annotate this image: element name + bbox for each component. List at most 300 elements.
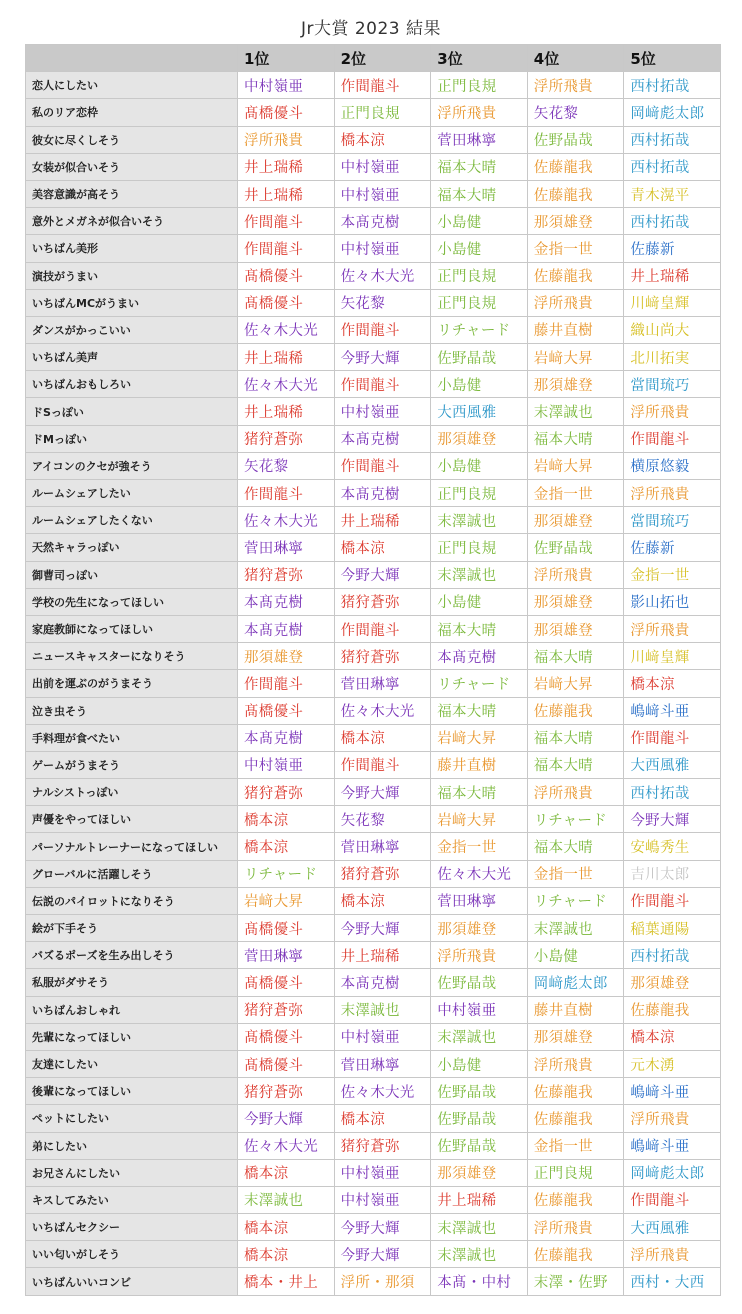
rank-5-cell: 浮所飛貴 [624, 398, 721, 425]
table-row [26, 1159, 721, 1186]
rank-2-cell: 本髙克樹 [334, 480, 431, 507]
rank-5-cell: 作間龍斗 [624, 887, 721, 914]
rank-4-cell: 佐藤龍我 [527, 1078, 624, 1105]
rank-4-cell: 金指一世 [527, 235, 624, 262]
rank-1-cell: 井上瑞稀 [238, 344, 335, 371]
table-row [26, 1023, 721, 1050]
rank-3-cell: 末澤誠也 [431, 1023, 528, 1050]
results-table [25, 44, 721, 1296]
category-cell: お兄さんにしたい [26, 1159, 238, 1186]
rank-3-cell: 那須雄登 [431, 425, 528, 452]
rank-5-cell: 嶋﨑斗亜 [624, 1132, 721, 1159]
rank-5-cell: 當間琉巧 [624, 507, 721, 534]
rank-1-cell: 髙橋優斗 [238, 262, 335, 289]
table-header [26, 45, 721, 72]
rank-5-cell: 作間龍斗 [624, 425, 721, 452]
rank-3-cell: 小島健 [431, 1050, 528, 1077]
category-cell: ニュースキャスターになりそう [26, 643, 238, 670]
rank-2-cell: 橋本涼 [334, 126, 431, 153]
rank-5-cell: 當間琉巧 [624, 371, 721, 398]
rank-4-cell: 佐藤龍我 [527, 153, 624, 180]
rank-3-cell: 小島健 [431, 452, 528, 479]
table-row [26, 806, 721, 833]
table-row [26, 779, 721, 806]
rank-1-cell: 髙橋優斗 [238, 1023, 335, 1050]
table-row [26, 180, 721, 207]
rank-4-cell: 岡﨑彪太郎 [527, 969, 624, 996]
rank-5-cell: 浮所飛貴 [624, 1241, 721, 1268]
rank-1-cell: 本髙克樹 [238, 588, 335, 615]
rank-2-cell: 矢花黎 [334, 289, 431, 316]
rank-3-cell: 末澤誠也 [431, 561, 528, 588]
category-cell: バズるポーズを生み出しそう [26, 942, 238, 969]
rank-1-cell: リチャード [238, 860, 335, 887]
rank-1-cell: 橋本涼 [238, 1159, 335, 1186]
rank-4-cell: 那須雄登 [527, 507, 624, 534]
rank-5-cell: 北川拓実 [624, 344, 721, 371]
rank-1-cell: 本髙克樹 [238, 615, 335, 642]
rank-1-cell: 猪狩蒼弥 [238, 561, 335, 588]
table-row [26, 697, 721, 724]
rank-3-cell: 佐野晶哉 [431, 1105, 528, 1132]
rank-1-cell: 髙橋優斗 [238, 289, 335, 316]
category-cell: 意外とメガネが似合いそう [26, 208, 238, 235]
rank-3-cell: 那須雄登 [431, 1159, 528, 1186]
category-cell: 学校の先生になってほしい [26, 588, 238, 615]
table-row [26, 398, 721, 425]
rank-1-cell: 猪狩蒼弥 [238, 425, 335, 452]
rank-2-cell: 猪狩蒼弥 [334, 860, 431, 887]
category-cell: ナルシストっぽい [26, 779, 238, 806]
rank-1-cell: 菅田琳寧 [238, 942, 335, 969]
rank-4-cell: 岩﨑大昇 [527, 670, 624, 697]
rank-5-cell: 井上瑞稀 [624, 262, 721, 289]
header-corner-cell [26, 45, 238, 72]
rank-2-cell: 作間龍斗 [334, 316, 431, 343]
rank-5-cell: 岡﨑彪太郎 [624, 1159, 721, 1186]
category-cell: いちばんおもしろい [26, 371, 238, 398]
rank-5-cell: 西村・大西 [624, 1268, 721, 1295]
rank-1-cell: 中村嶺亜 [238, 751, 335, 778]
category-cell: 家庭教師になってほしい [26, 615, 238, 642]
table-row [26, 480, 721, 507]
rank-3-cell: 末澤誠也 [431, 1241, 528, 1268]
rank-1-cell: 井上瑞稀 [238, 153, 335, 180]
table-row [26, 1132, 721, 1159]
table-row [26, 452, 721, 479]
category-cell: 恋人にしたい [26, 72, 238, 99]
rank-4-cell: 末澤誠也 [527, 915, 624, 942]
rank-5-cell: 浮所飛貴 [624, 615, 721, 642]
rank-4-cell: 末澤誠也 [527, 398, 624, 425]
rank-2-cell: 作間龍斗 [334, 371, 431, 398]
category-cell: 御曹司っぽい [26, 561, 238, 588]
rank-5-cell: 西村拓哉 [624, 779, 721, 806]
rank-3-cell: 福本大晴 [431, 180, 528, 207]
rank-1-cell: 今野大輝 [238, 1105, 335, 1132]
rank-2-cell: 中村嶺亜 [334, 235, 431, 262]
rank-1-cell: 本髙克樹 [238, 724, 335, 751]
rank-2-cell: 作間龍斗 [334, 452, 431, 479]
rank-3-cell: 金指一世 [431, 833, 528, 860]
rank-3-cell: 佐野晶哉 [431, 969, 528, 996]
rank-3-cell: 小島健 [431, 208, 528, 235]
table-row [26, 208, 721, 235]
rank-5-cell: 今野大輝 [624, 806, 721, 833]
category-cell: 絵が下手そう [26, 915, 238, 942]
rank-2-cell: 作間龍斗 [334, 751, 431, 778]
rank-4-cell: 佐藤龍我 [527, 1186, 624, 1213]
rank-1-cell: 作間龍斗 [238, 480, 335, 507]
rank-2-cell: 今野大輝 [334, 915, 431, 942]
rank-3-cell: 小島健 [431, 588, 528, 615]
rank-4-cell: 浮所飛貴 [527, 72, 624, 99]
rank-3-cell: リチャード [431, 316, 528, 343]
table-row [26, 833, 721, 860]
rank-1-cell: 髙橋優斗 [238, 1050, 335, 1077]
table-row [26, 1268, 721, 1295]
rank-2-cell: 中村嶺亜 [334, 1186, 431, 1213]
rank-5-cell: 金指一世 [624, 561, 721, 588]
rank-1-cell: 佐々木大光 [238, 507, 335, 534]
rank-4-cell: 那須雄登 [527, 371, 624, 398]
category-cell: 弟にしたい [26, 1132, 238, 1159]
rank-4-cell: リチャード [527, 887, 624, 914]
rank-3-cell: 藤井直樹 [431, 751, 528, 778]
rank-4-cell: 岩﨑大昇 [527, 452, 624, 479]
rank-4-cell: 藤井直樹 [527, 996, 624, 1023]
table-row [26, 942, 721, 969]
rank-3-cell: 佐野晶哉 [431, 1132, 528, 1159]
category-cell: ドSっぽい [26, 398, 238, 425]
table-row [26, 1078, 721, 1105]
category-cell: ドMっぽい [26, 425, 238, 452]
rank-2-cell: 今野大輝 [334, 344, 431, 371]
rank-2-cell: 浮所・那須 [334, 1268, 431, 1295]
category-cell: いちばん美形 [26, 235, 238, 262]
rank-4-cell: 佐野晶哉 [527, 534, 624, 561]
rank-3-cell: 正門良規 [431, 262, 528, 289]
rank-3-cell: 岩﨑大昇 [431, 724, 528, 751]
rank-5-cell: 作間龍斗 [624, 724, 721, 751]
rank-4-cell: 那須雄登 [527, 615, 624, 642]
rank-2-cell: 末澤誠也 [334, 996, 431, 1023]
rank-4-cell: 浮所飛貴 [527, 1050, 624, 1077]
rank-2-cell: 今野大輝 [334, 1214, 431, 1241]
category-cell: 私のリア恋枠 [26, 99, 238, 126]
table-row [26, 153, 721, 180]
rank-1-cell: 橋本・井上 [238, 1268, 335, 1295]
rank-2-cell: 猪狩蒼弥 [334, 1132, 431, 1159]
table-row [26, 316, 721, 343]
table-row [26, 887, 721, 914]
rank-1-cell: 井上瑞稀 [238, 180, 335, 207]
rank-2-cell: 矢花黎 [334, 806, 431, 833]
category-cell: 泣き虫そう [26, 697, 238, 724]
category-cell: 女装が似合いそう [26, 153, 238, 180]
rank-1-cell: 髙橋優斗 [238, 697, 335, 724]
category-cell: 手料理が食べたい [26, 724, 238, 751]
rank-2-cell: 中村嶺亜 [334, 398, 431, 425]
category-cell: いちばんいいコンビ [26, 1268, 238, 1295]
table-row [26, 751, 721, 778]
rank-1-cell: 橋本涼 [238, 1214, 335, 1241]
rank-4-cell: 佐藤龍我 [527, 1105, 624, 1132]
rank-2-cell: 今野大輝 [334, 561, 431, 588]
rank-4-cell: 浮所飛貴 [527, 561, 624, 588]
rank-3-cell: 佐野晶哉 [431, 344, 528, 371]
rank-5-cell: 大西風雅 [624, 751, 721, 778]
rank-2-cell: 橋本涼 [334, 534, 431, 561]
rank-2-cell: 今野大輝 [334, 779, 431, 806]
rank-2-cell: 中村嶺亜 [334, 1159, 431, 1186]
rank-1-cell: 橋本涼 [238, 806, 335, 833]
rank-4-cell: 浮所飛貴 [527, 289, 624, 316]
rank-5-cell: 西村拓哉 [624, 72, 721, 99]
rank-2-cell: 猪狩蒼弥 [334, 588, 431, 615]
category-cell: 友達にしたい [26, 1050, 238, 1077]
category-cell: 出前を運ぶのがうまそう [26, 670, 238, 697]
category-cell: キスしてみたい [26, 1186, 238, 1213]
rank-2-cell: 井上瑞稀 [334, 942, 431, 969]
rank-5-cell: 大西風雅 [624, 1214, 721, 1241]
rank-5-cell: 浮所飛貴 [624, 480, 721, 507]
rank-5-cell: 佐藤龍我 [624, 996, 721, 1023]
rank-1-cell: 作間龍斗 [238, 235, 335, 262]
rank-5-cell: 那須雄登 [624, 969, 721, 996]
rank-5-cell: 嶋﨑斗亜 [624, 697, 721, 724]
rank-3-cell: 福本大晴 [431, 697, 528, 724]
rank-4-cell: 佐藤龍我 [527, 697, 624, 724]
category-cell: 私服がダサそう [26, 969, 238, 996]
rank-1-cell: 髙橋優斗 [238, 915, 335, 942]
category-cell: ルームシェアしたくない [26, 507, 238, 534]
header-rank-5: 5位 [624, 45, 721, 72]
rank-1-cell: 猪狩蒼弥 [238, 996, 335, 1023]
category-cell: ペットにしたい [26, 1105, 238, 1132]
category-cell: 彼女に尽くしそう [26, 126, 238, 153]
category-cell: いちばんMCがうまい [26, 289, 238, 316]
rank-1-cell: 猪狩蒼弥 [238, 779, 335, 806]
rank-5-cell: 西村拓哉 [624, 126, 721, 153]
rank-4-cell: 福本大晴 [527, 643, 624, 670]
rank-4-cell: 福本大晴 [527, 425, 624, 452]
rank-5-cell: 影山拓也 [624, 588, 721, 615]
rank-2-cell: 菅田琳寧 [334, 670, 431, 697]
rank-3-cell: 福本大晴 [431, 153, 528, 180]
category-cell: 演技がうまい [26, 262, 238, 289]
rank-1-cell: 菅田琳寧 [238, 534, 335, 561]
category-cell: いちばんおしゃれ [26, 996, 238, 1023]
table-row [26, 425, 721, 452]
rank-4-cell: 那須雄登 [527, 208, 624, 235]
table-row [26, 860, 721, 887]
rank-1-cell: 矢花黎 [238, 452, 335, 479]
rank-4-cell: 浮所飛貴 [527, 1214, 624, 1241]
rank-4-cell: 矢花黎 [527, 99, 624, 126]
rank-3-cell: 福本大晴 [431, 615, 528, 642]
rank-1-cell: 猪狩蒼弥 [238, 1078, 335, 1105]
category-cell: いちばんセクシー [26, 1214, 238, 1241]
table-row [26, 1241, 721, 1268]
table-row [26, 588, 721, 615]
category-cell: 後輩になってほしい [26, 1078, 238, 1105]
rank-3-cell: リチャード [431, 670, 528, 697]
rank-5-cell: 西村拓哉 [624, 153, 721, 180]
rank-4-cell: 岩﨑大昇 [527, 344, 624, 371]
rank-4-cell: 那須雄登 [527, 1023, 624, 1050]
rank-4-cell: 藤井直樹 [527, 316, 624, 343]
rank-5-cell: 元木湧 [624, 1050, 721, 1077]
rank-2-cell: 橋本涼 [334, 1105, 431, 1132]
rank-3-cell: 中村嶺亜 [431, 996, 528, 1023]
rank-3-cell: 福本大晴 [431, 779, 528, 806]
rank-1-cell: 中村嶺亜 [238, 72, 335, 99]
rank-3-cell: 井上瑞稀 [431, 1186, 528, 1213]
rank-5-cell: 稲葉通陽 [624, 915, 721, 942]
rank-1-cell: 井上瑞稀 [238, 398, 335, 425]
rank-5-cell: 横原悠毅 [624, 452, 721, 479]
category-cell: ルームシェアしたい [26, 480, 238, 507]
rank-1-cell: 岩﨑大昇 [238, 887, 335, 914]
rank-2-cell: 菅田琳寧 [334, 833, 431, 860]
rank-5-cell: 作間龍斗 [624, 1186, 721, 1213]
category-cell: いちばん美声 [26, 344, 238, 371]
table-row [26, 534, 721, 561]
table-row [26, 915, 721, 942]
rank-5-cell: 佐藤新 [624, 235, 721, 262]
table-row [26, 670, 721, 697]
rank-2-cell: 猪狩蒼弥 [334, 643, 431, 670]
rank-4-cell: リチャード [527, 806, 624, 833]
rank-4-cell: 福本大晴 [527, 724, 624, 751]
rank-3-cell: 岩﨑大昇 [431, 806, 528, 833]
rank-2-cell: 佐々木大光 [334, 262, 431, 289]
rank-5-cell: 岡﨑彪太郎 [624, 99, 721, 126]
rank-3-cell: 佐野晶哉 [431, 1078, 528, 1105]
category-cell: ゲームがうまそう [26, 751, 238, 778]
rank-3-cell: 正門良規 [431, 534, 528, 561]
rank-3-cell: 末澤誠也 [431, 1214, 528, 1241]
table-row [26, 724, 721, 751]
table-body [26, 72, 721, 1295]
rank-4-cell: 佐藤龍我 [527, 262, 624, 289]
rank-5-cell: 川﨑皇輝 [624, 289, 721, 316]
rank-3-cell: 浮所飛貴 [431, 942, 528, 969]
rank-5-cell: 織山尚大 [624, 316, 721, 343]
table-row [26, 969, 721, 996]
table-row [26, 289, 721, 316]
table-row [26, 507, 721, 534]
rank-4-cell: 佐野晶哉 [527, 126, 624, 153]
rank-1-cell: 末澤誠也 [238, 1186, 335, 1213]
rank-2-cell: 橋本涼 [334, 724, 431, 751]
category-cell: 美容意識が高そう [26, 180, 238, 207]
rank-3-cell: 小島健 [431, 371, 528, 398]
rank-3-cell: 本髙・中村 [431, 1268, 528, 1295]
rank-5-cell: 川﨑皇輝 [624, 643, 721, 670]
rank-5-cell: 佐藤新 [624, 534, 721, 561]
rank-5-cell: 西村拓哉 [624, 942, 721, 969]
table-row [26, 615, 721, 642]
rank-5-cell: 橋本涼 [624, 1023, 721, 1050]
rank-2-cell: 作間龍斗 [334, 615, 431, 642]
table-row [26, 996, 721, 1023]
category-cell: ダンスがかっこいい [26, 316, 238, 343]
rank-5-cell: 嶋﨑斗亜 [624, 1078, 721, 1105]
rank-3-cell: 那須雄登 [431, 915, 528, 942]
rank-2-cell: 中村嶺亜 [334, 153, 431, 180]
rank-2-cell: 中村嶺亜 [334, 1023, 431, 1050]
rank-5-cell: 西村拓哉 [624, 208, 721, 235]
table-row [26, 126, 721, 153]
rank-3-cell: 佐々木大光 [431, 860, 528, 887]
rank-5-cell: 安嶋秀生 [624, 833, 721, 860]
category-cell: いい匂いがしそう [26, 1241, 238, 1268]
rank-1-cell: 那須雄登 [238, 643, 335, 670]
category-cell: グローバルに活躍しそう [26, 860, 238, 887]
rank-2-cell: 菅田琳寧 [334, 1050, 431, 1077]
page-title: Jr大賞 2023 結果 [300, 19, 442, 39]
rank-4-cell: 佐藤龍我 [527, 1241, 624, 1268]
table-row [26, 344, 721, 371]
rank-1-cell: 作間龍斗 [238, 670, 335, 697]
table-row [26, 72, 721, 99]
header-rank-1: 1位 [238, 45, 335, 72]
table-row [26, 235, 721, 262]
rank-2-cell: 正門良規 [334, 99, 431, 126]
rank-5-cell: 橋本涼 [624, 670, 721, 697]
category-cell: 先輩になってほしい [26, 1023, 238, 1050]
rank-2-cell: 井上瑞稀 [334, 507, 431, 534]
category-cell: 天然キャラっぽい [26, 534, 238, 561]
header-row [26, 45, 721, 72]
rank-5-cell: 青木滉平 [624, 180, 721, 207]
table-row [26, 643, 721, 670]
category-cell: 声優をやってほしい [26, 806, 238, 833]
rank-2-cell: 今野大輝 [334, 1241, 431, 1268]
rank-4-cell: 金指一世 [527, 860, 624, 887]
rank-4-cell: 末澤・佐野 [527, 1268, 624, 1295]
rank-3-cell: 正門良規 [431, 480, 528, 507]
rank-2-cell: 佐々木大光 [334, 697, 431, 724]
rank-1-cell: 浮所飛貴 [238, 126, 335, 153]
rank-2-cell: 佐々木大光 [334, 1078, 431, 1105]
rank-2-cell: 橋本涼 [334, 887, 431, 914]
header-rank-2: 2位 [334, 45, 431, 72]
table-row [26, 561, 721, 588]
rank-4-cell: 那須雄登 [527, 588, 624, 615]
rank-2-cell: 本髙克樹 [334, 969, 431, 996]
rank-5-cell: 浮所飛貴 [624, 1105, 721, 1132]
rank-3-cell: 菅田琳寧 [431, 126, 528, 153]
rank-3-cell: 浮所飛貴 [431, 99, 528, 126]
rank-3-cell: 小島健 [431, 235, 528, 262]
rank-3-cell: 大西風雅 [431, 398, 528, 425]
category-cell: 伝説のパイロットになりそう [26, 887, 238, 914]
rank-3-cell: 末澤誠也 [431, 507, 528, 534]
rank-4-cell: 小島健 [527, 942, 624, 969]
rank-3-cell: 正門良規 [431, 289, 528, 316]
table-row [26, 99, 721, 126]
table-row [26, 1214, 721, 1241]
category-cell: アイコンのクセが強そう [26, 452, 238, 479]
rank-1-cell: 髙橋優斗 [238, 969, 335, 996]
rank-5-cell: 吉川太郎 [624, 860, 721, 887]
rank-2-cell: 本髙克樹 [334, 208, 431, 235]
category-cell: パーソナルトレーナーになってほしい [26, 833, 238, 860]
rank-1-cell: 作間龍斗 [238, 208, 335, 235]
